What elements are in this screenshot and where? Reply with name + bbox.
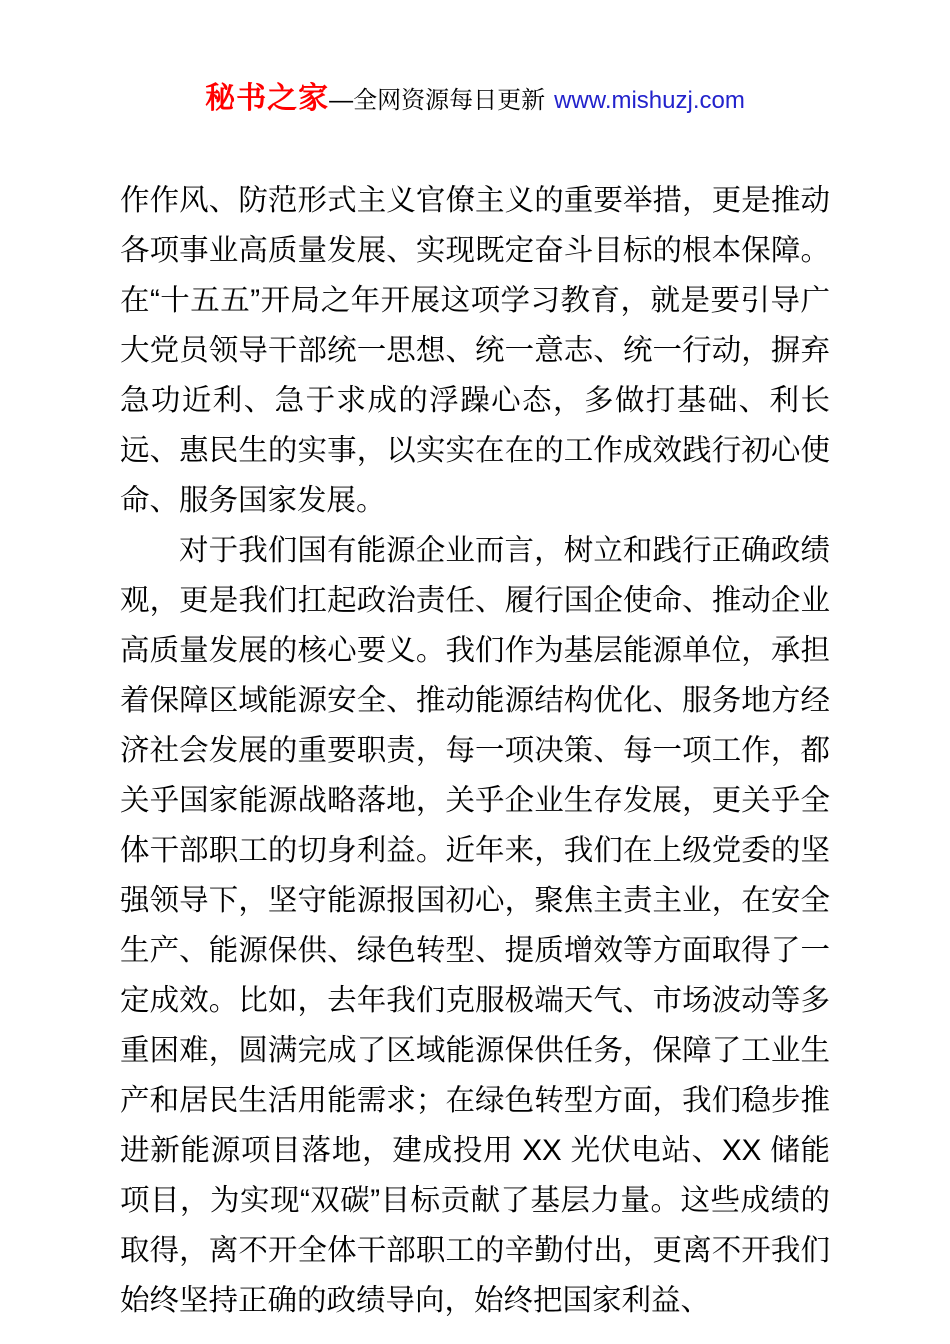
site-header (0, 78, 950, 120)
body-paragraph-1: 作作风、防范形式主义官僚主义的重要举措，更是推动各项事业高质量发展、实现既定奋斗目标的根本保障。在“十五五”开局之年开展这项学习教育，就是要引导广大党员领导干部统一思想、统一意志、统一行动，摒弃急功近利、急于求成的浮躁心态，多做打基础、利长远、惠民生的实事，以实实在在的工作成效践行初心使命、服务国家发展。 (120, 184, 830, 517)
site-brand: 秘书之家 (205, 82, 330, 115)
body-paragraph-2: 对于我们国有能源企业而言，树立和践行正确政绩观，更是我们扛起政治责任、履行国企使命、推动企业高质量发展的核心要义。我们作为基层能源单位，承担着保障区域能源安全、推动能源结构优化、服务地方经济社会发展的重要职责，每一项决策、每一项工作，都关乎国家能源战略落地，关乎企业生存发展，更关乎全体干部职工的切身利益。近年来，我们在上级党委的坚强领导下，坚守能源报国初心，聚焦主责主业，在安全生产、能源保供、绿色转型、提质增效等方面取得了一定成效。比如，去年我们克服极端天气、市场波动等多重困难，圆满完成了区域能源保供任务，保障了工业生产和居民生活用能需求；在绿色转型方面，我们稳步推进新能源项目落地，建成投用 XX 光伏电站、XX 储能项目，为实现“双碳”目标贡献了基层力量。这些成绩的取得，离不开全体干部职工的辛勤付出，更离不开我们始终坚持正确的政绩导向，始终把国家利益、 (120, 534, 830, 1317)
document-body (120, 176, 830, 1326)
site-tagline: —全网资源每日更新 (329, 87, 546, 114)
site-url-link[interactable]: www.mishuzj.com (554, 87, 745, 114)
